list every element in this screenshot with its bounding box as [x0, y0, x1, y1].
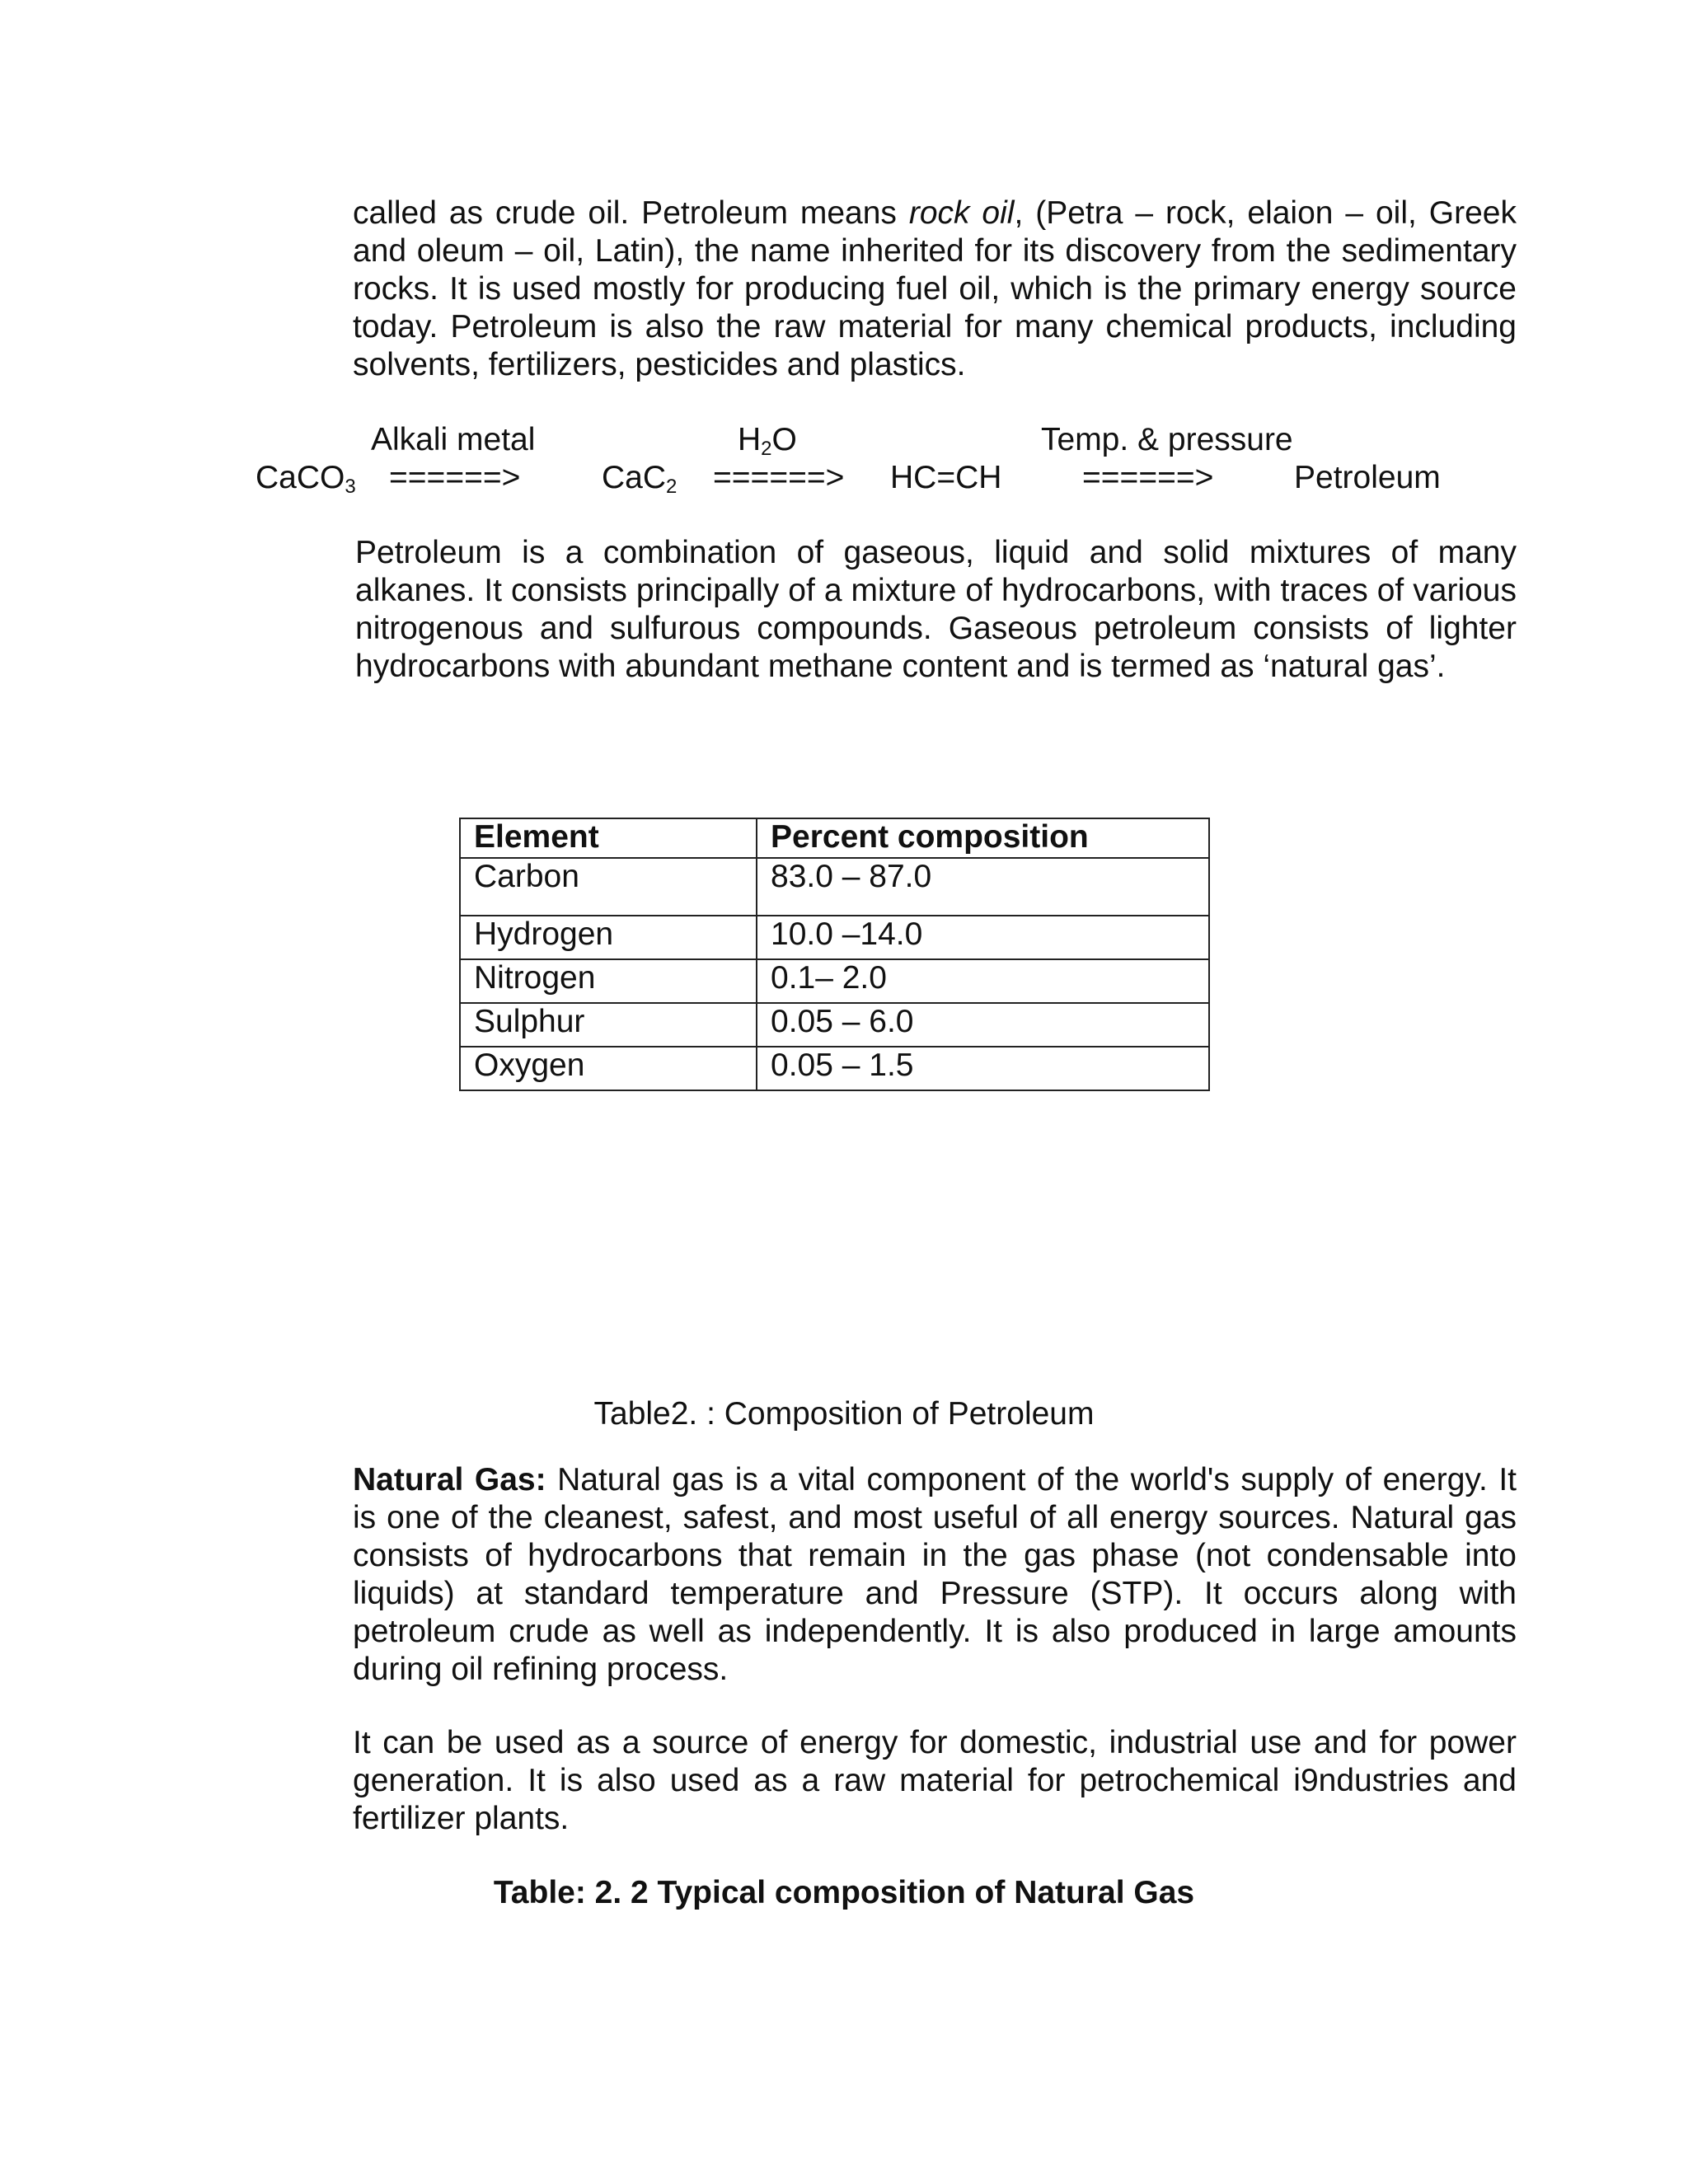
- cell-percent: 0.05 – 6.0: [757, 1003, 1209, 1047]
- header-element: Element: [460, 818, 757, 858]
- natural-gas-text: Natural gas is a vital component of the world's supply of energy. It is one of the cleanest, safest, and most useful of all energy sources. Natural gas consists of hydrocarbons that remain in the gas phase (not condensable into liquids) at standard temperature and Pressure (STP). It occurs along with petroleum crude as well as independently. It is also produced in large amounts during oil refining process.: [353, 1462, 1517, 1687]
- composition-table: [459, 818, 1210, 1091]
- cell-element: Oxygen: [460, 1047, 757, 1090]
- table-row: [460, 959, 1209, 1003]
- condition-water: $H_2O$: [738, 422, 797, 460]
- cell-element: Carbon: [460, 858, 757, 916]
- table-caption: Table2. : Composition of Petroleum: [593, 1396, 1095, 1432]
- condition-temp-pressure: Temp. & pressure: [1041, 422, 1293, 457]
- cell-element: Hydrogen: [460, 916, 757, 959]
- natural-gas-paragraph: [353, 1461, 1517, 1689]
- cell-element: Sulphur: [460, 1003, 757, 1047]
- species-acetylene: HC=CH: [890, 460, 1002, 495]
- species-petroleum: Petroleum: [1294, 460, 1441, 495]
- reaction-arrow-2: ======>: [713, 460, 845, 495]
- cell-percent: 10.0 –14.0: [757, 916, 1209, 959]
- reaction-arrow-1: ======>: [389, 460, 521, 495]
- table-row: [460, 858, 1209, 916]
- petroleum-description-paragraph: Petroleum is a combination of gaseous, liquid and solid mixtures of many alkanes. It consists principally of a mixture of hydrocarbons, with traces of various nitrogenous and sulfurous compounds. Gaseous petroleum consists of lighter hydrocarbons with abundant methane content and is termed as ‘natural gas’.: [355, 535, 1517, 684]
- intro-text-1: called as crude oil. Petroleum means: [353, 195, 909, 231]
- intro-paragraph: [353, 194, 1517, 384]
- uses-paragraph: It can be used as a source of energy for domestic, industrial use and for power generation. It is also used as a raw material for petrochemical i9ndustries and fertilizer plants.: [353, 1725, 1517, 1836]
- condition-alkali-metal: Alkali metal: [371, 422, 536, 457]
- species-calcium-carbonate: CaCO$_3$: [256, 460, 356, 498]
- table-row: [460, 1003, 1209, 1047]
- header-percent-composition: Percent composition: [757, 818, 1209, 858]
- reaction-arrow-3: ======>: [1082, 460, 1214, 495]
- table-header-row: [460, 818, 1209, 858]
- cell-element: Nitrogen: [460, 959, 757, 1003]
- cell-percent: 83.0 – 87.0: [757, 858, 1209, 916]
- table-row: [460, 1047, 1209, 1090]
- cell-percent: 0.1– 2.0: [757, 959, 1209, 1003]
- table2-caption: Table: 2. 2 Typical composition of Natural Gas: [493, 1875, 1195, 1910]
- intro-text-2: , (Petra – rock, elaion – oil, Greek and oleum – oil, Latin), the name inherited for its discovery from the sedimentary rocks. It is used mostly for producing fuel oil, which is the primary energy source today. Petroleum is also the raw material for many chemical products, including solvents, fertilizers, pesticides and plastics.: [353, 195, 1517, 382]
- cell-percent: 0.05 – 1.5: [757, 1047, 1209, 1090]
- species-calcium-carbide: CaC$_2$: [602, 460, 678, 498]
- natural-gas-heading: Natural Gas:: [353, 1462, 546, 1497]
- table-row: [460, 916, 1209, 959]
- intro-italic-text: rock oil: [908, 195, 1015, 231]
